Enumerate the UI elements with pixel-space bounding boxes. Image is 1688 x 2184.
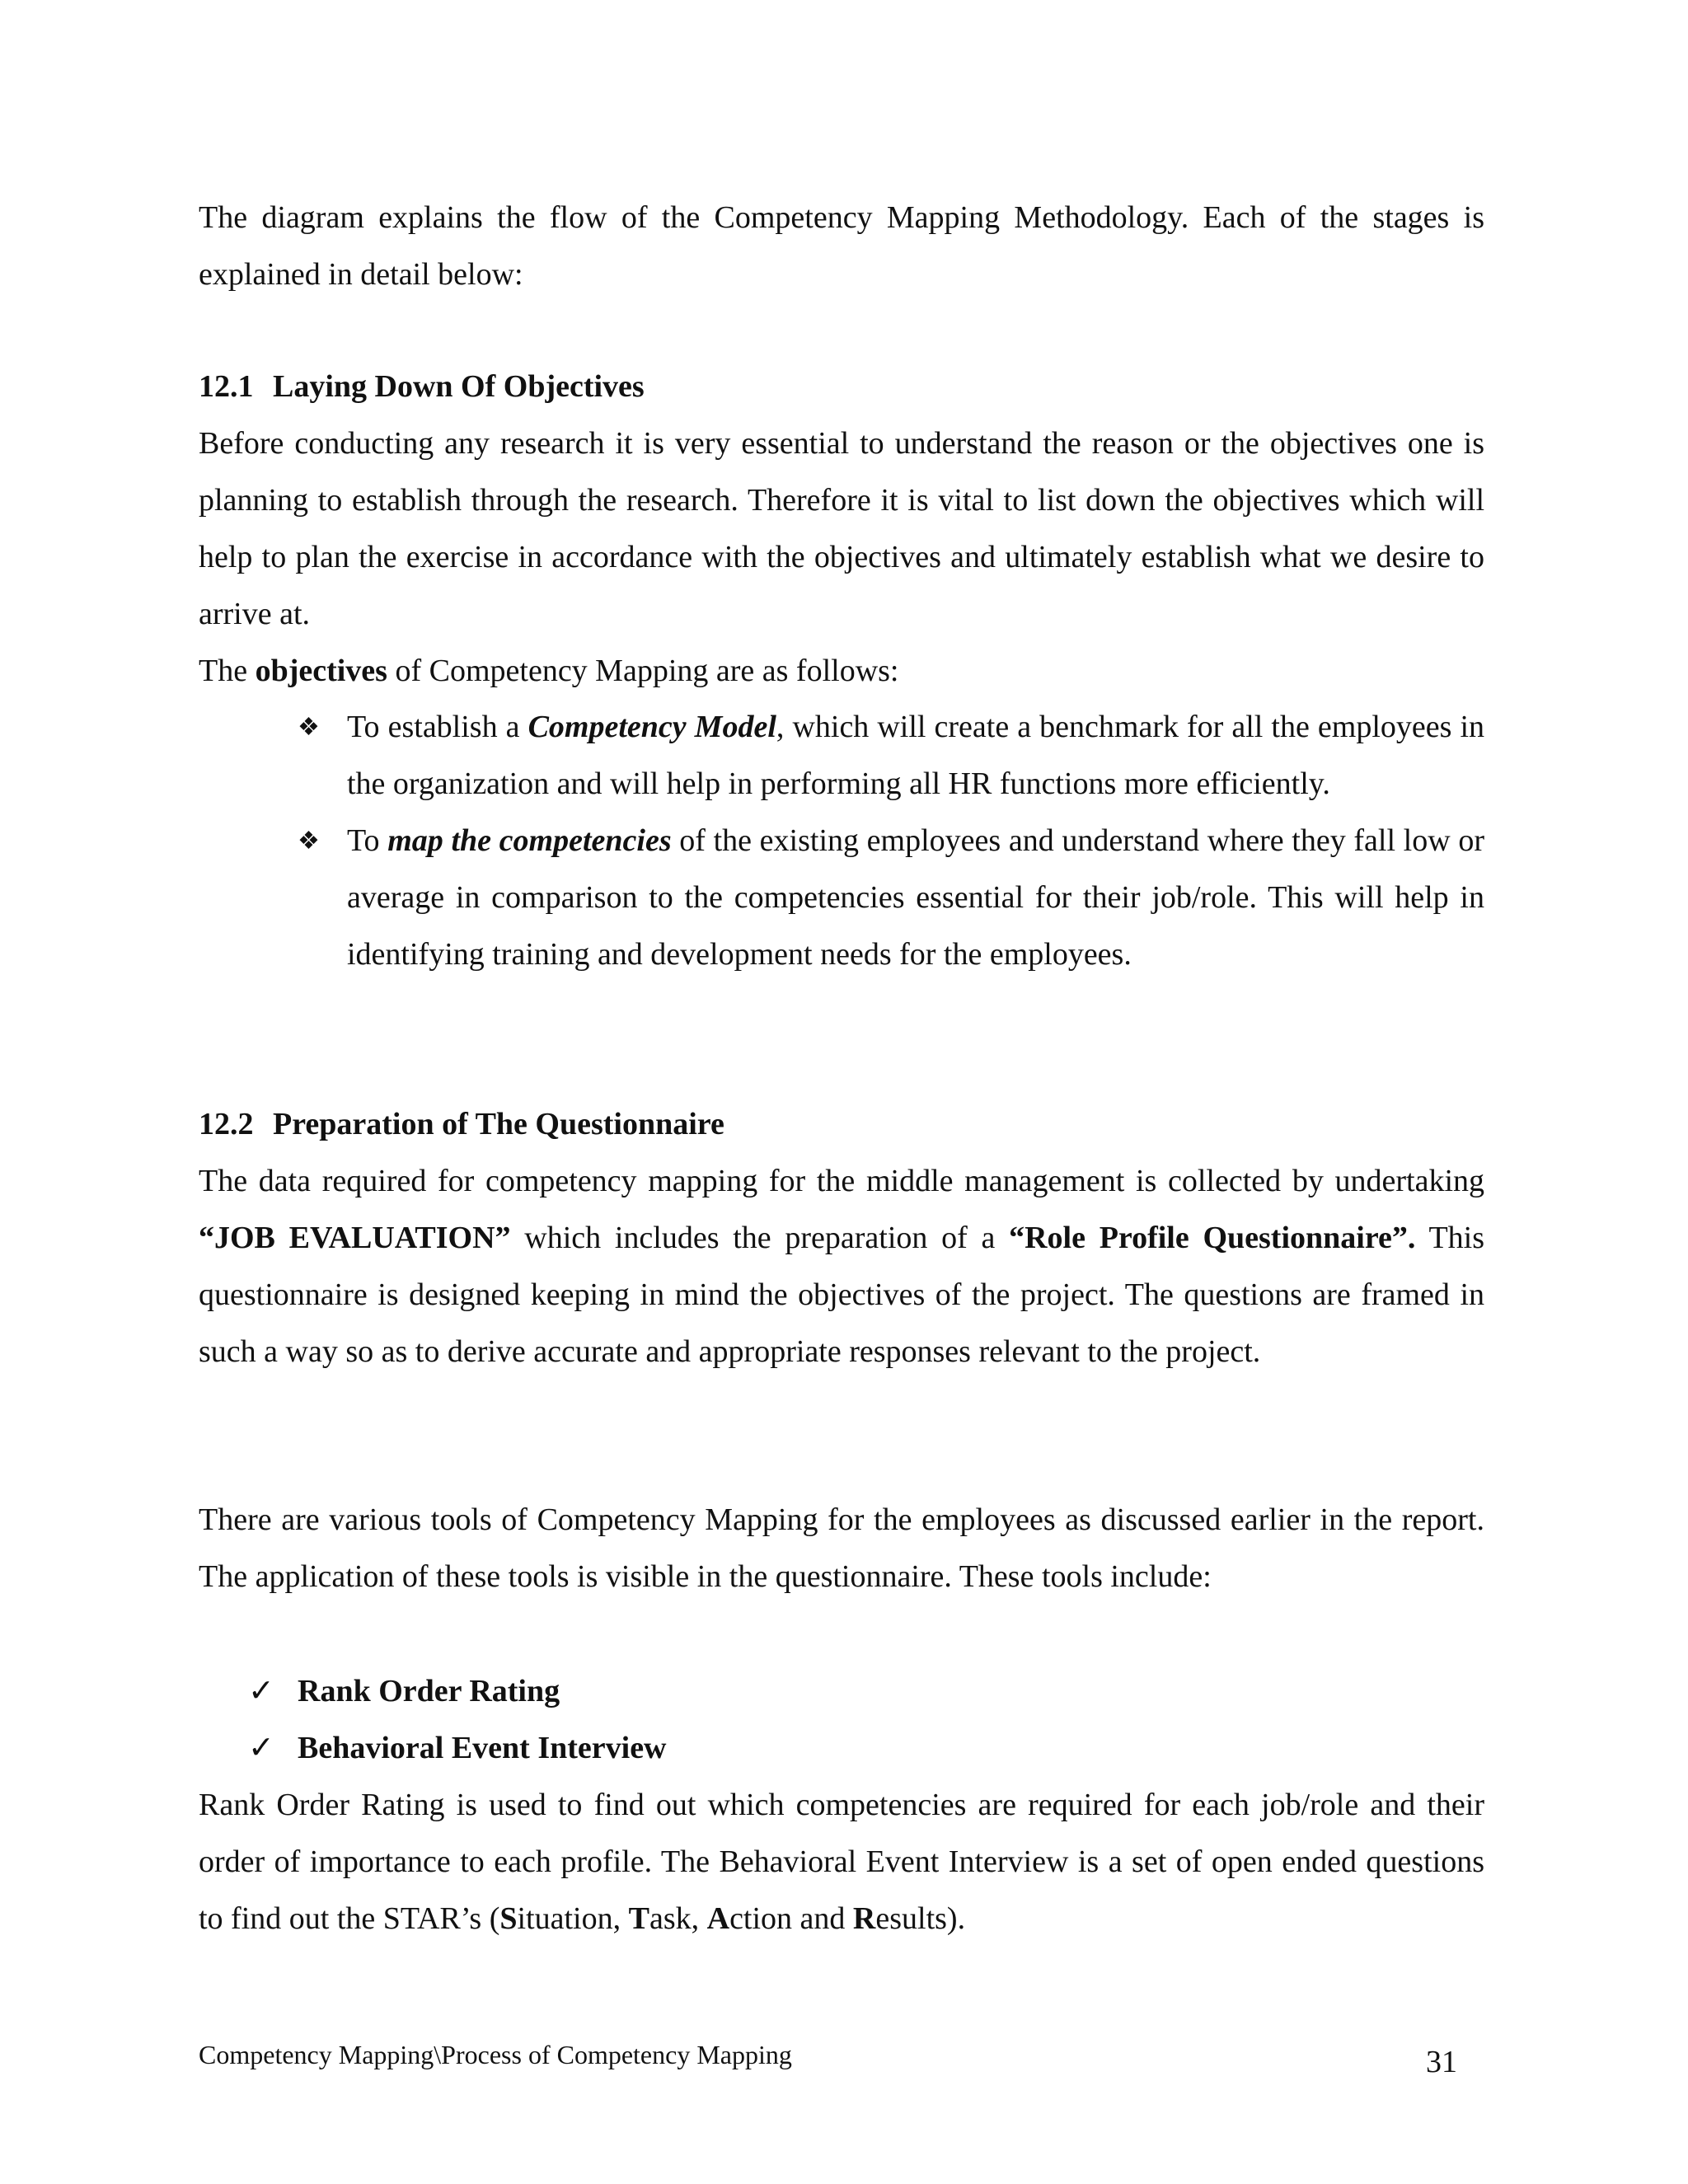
objectives-list bbox=[298, 699, 1484, 983]
star-r: R bbox=[852, 1901, 876, 1936]
star-r-rest: esults). bbox=[875, 1901, 966, 1936]
list-item bbox=[298, 813, 1484, 983]
para-text: which includes the preparation of a bbox=[510, 1221, 1010, 1255]
para-bold: “Role Profile Questionnaire”. bbox=[1009, 1221, 1416, 1255]
list-item bbox=[298, 699, 1484, 813]
diamond-bullet-icon: ❖ bbox=[298, 827, 320, 855]
section-12-1 bbox=[199, 359, 1484, 700]
objectives-lead bbox=[199, 643, 1484, 700]
page-footer: Competency Mapping\Process of Competency Mapping bbox=[199, 2040, 792, 2069]
bullet-emph: Competency Model bbox=[528, 710, 776, 744]
star-s-rest: ituation, bbox=[517, 1901, 629, 1936]
section-heading bbox=[199, 1096, 1484, 1153]
star-a-rest: ction and bbox=[729, 1901, 853, 1936]
section-paragraph bbox=[199, 1153, 1484, 1380]
tools-paragraph bbox=[199, 1492, 1484, 1605]
bullet-emph: map the competencies bbox=[387, 823, 672, 858]
list-item bbox=[248, 1663, 1237, 1720]
para-bold: “JOB EVALUATION” bbox=[199, 1221, 511, 1255]
bullet-pre: To bbox=[347, 823, 388, 858]
intro-paragraph bbox=[199, 190, 1484, 303]
para-text: The data required for competency mapping for the middle management is collected by undertaking bbox=[199, 1164, 1484, 1198]
closing-lead: Rank Order Rating is used to find out which competencies are required for each job/role and their order of importance to each profile. The Behavioral Event Interview is a set of open ended questions to find out the STAR’s ( bbox=[199, 1788, 1484, 1936]
star-s: S bbox=[499, 1901, 518, 1936]
section-title: Preparation of The Questionnaire bbox=[273, 1107, 724, 1141]
lead-post: of Competency Mapping are as follows: bbox=[387, 654, 899, 688]
list-item bbox=[248, 1720, 1237, 1777]
bullet-text bbox=[347, 699, 1484, 813]
checkmark-icon: ✓ bbox=[248, 1731, 274, 1765]
tools-list bbox=[248, 1663, 1237, 1777]
page-number: 31 bbox=[1426, 2045, 1457, 2079]
intro-text: The diagram explains the flow of the Competency Mapping Methodology. Each of the stages is explained in detail below: bbox=[199, 200, 1484, 292]
section-paragraph: Before conducting any research it is very essential to understand the reason or the objectives one is planning to establish through the research. Therefore it is vital to list down the objectives which will help to plan the exercise in accordance with the objectives and ultimately establish what we desire to arrive at. bbox=[199, 426, 1484, 631]
section-12-2 bbox=[199, 1096, 1484, 1380]
bullet-pre: To establish a bbox=[347, 710, 528, 744]
star-a: A bbox=[706, 1901, 730, 1936]
lead-pre: The bbox=[199, 654, 256, 688]
star-t-rest: ask, bbox=[649, 1901, 707, 1936]
tools-text: There are various tools of Competency Mapping for the employees as discussed earlier in the report. The application of these tools is visible in the questionnaire. These tools include: bbox=[199, 1502, 1484, 1594]
section-title: Laying Down Of Objectives bbox=[273, 369, 645, 404]
bullet-post: of the existing employees and understand where they fall low or average in comparison to the competencies essential for their job/role. This will help in identifying training and development needs for the employees. bbox=[347, 823, 1484, 972]
star-t: T bbox=[628, 1901, 649, 1936]
closing-paragraph bbox=[199, 1777, 1484, 1947]
section-number: 12.1 bbox=[199, 369, 254, 404]
tool-label: Rank Order Rating bbox=[298, 1674, 560, 1708]
lead-bold: objectives bbox=[255, 654, 387, 688]
section-number: 12.2 bbox=[199, 1107, 254, 1141]
tool-label: Behavioral Event Interview bbox=[298, 1731, 667, 1765]
bullet-post: , which will create a benchmark for all the employees in the organization and will help in performing all HR functions more efficiently. bbox=[347, 710, 1485, 801]
para-text: This questionnaire is designed keeping in mind the objectives of the project. The questions are framed in such a way so as to derive accurate and appropriate responses relevant to the project. bbox=[199, 1221, 1485, 1369]
checkmark-icon: ✓ bbox=[248, 1674, 274, 1708]
closing-text bbox=[199, 1777, 1484, 1947]
section-heading bbox=[199, 359, 1484, 415]
diamond-bullet-icon: ❖ bbox=[298, 714, 320, 741]
bullet-text bbox=[347, 813, 1484, 983]
